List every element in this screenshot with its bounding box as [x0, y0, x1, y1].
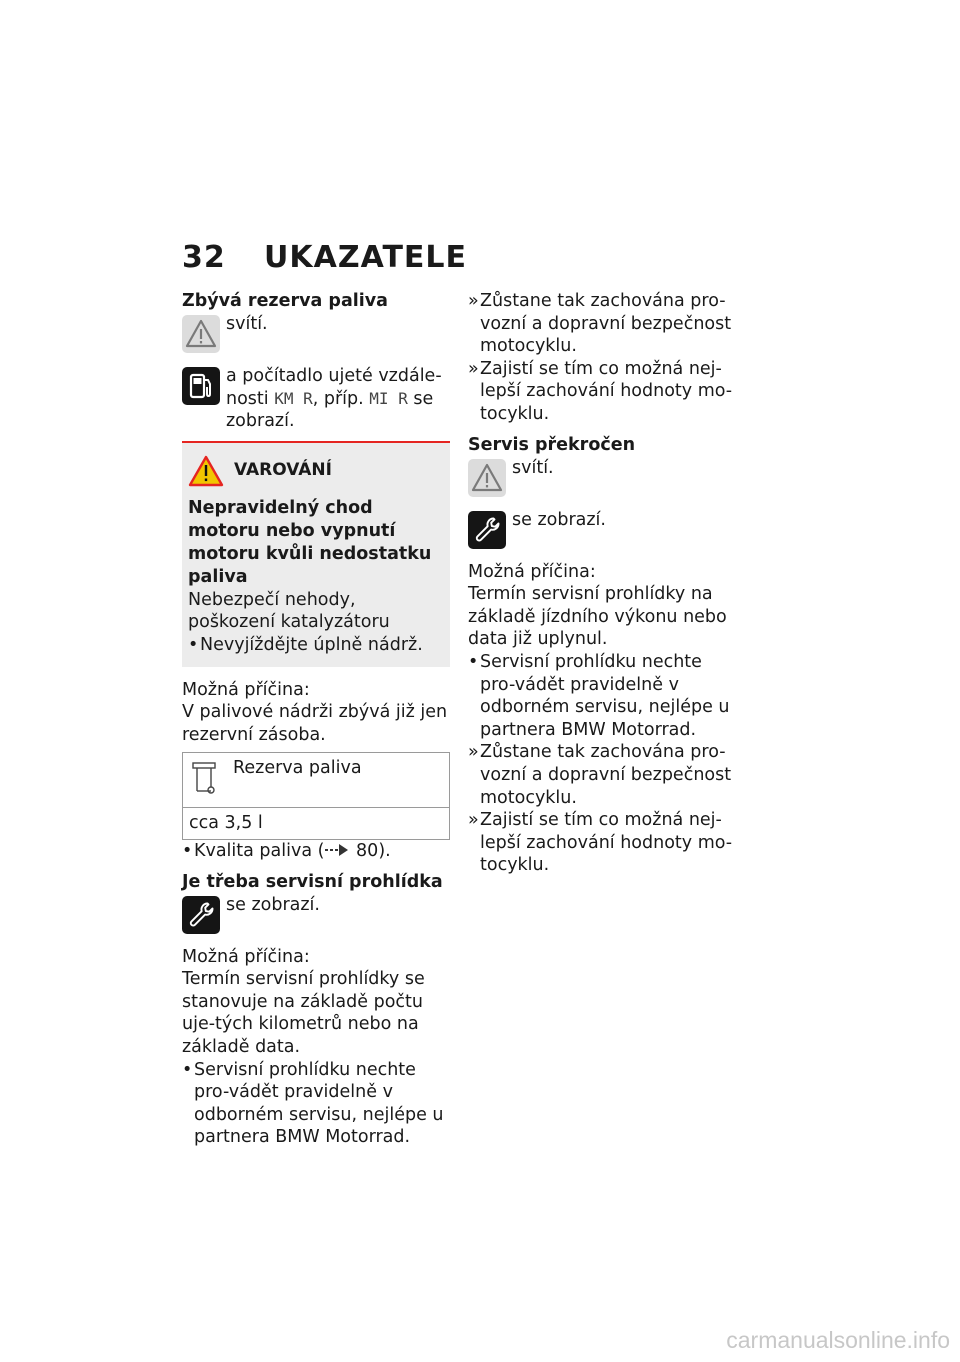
service-due-display-row — [182, 894, 450, 938]
chapter-title: UKAZATELE — [264, 240, 468, 275]
service-due-cause-text: Termín servisní prohlídky se stanovuje na základě počtu uje-tých kilometrů nebo na základě data. — [182, 969, 425, 1057]
service-overdue-display-row — [468, 509, 736, 553]
fuel-reserve-gauge-icon — [189, 757, 219, 797]
wrench-icon — [468, 511, 506, 549]
wrench-icon — [182, 896, 220, 934]
service-overdue-bullet: • Servisní prohlídku nechte pro-vádět pravidelně v odborném servisu, nejlépe u partnera BMW Motorrad. — [468, 651, 736, 741]
page-reference[interactable]: 80 — [356, 840, 379, 861]
fuel-pump-icon — [182, 367, 220, 405]
warning-triangle-icon — [468, 459, 506, 497]
result-item: » Zajistí se tím co možná nej-lepší zachování hodnoty mo-tocyklu. — [468, 358, 733, 424]
spec-header-label: Rezerva paliva — [233, 758, 362, 779]
page-header — [182, 240, 467, 275]
left-column — [182, 290, 450, 1149]
service-overdue-cause-label: Možná příčina: — [468, 561, 596, 582]
fuel-cause-label: Možná příčina: — [182, 679, 310, 700]
page-number: 32 — [182, 240, 226, 275]
fuel-reserve-lit-row — [182, 313, 450, 357]
warning-triangle-icon — [182, 315, 220, 353]
service-overdue-lit-text: svítí. — [512, 457, 554, 478]
spec-value: cca 3,5 l — [183, 808, 450, 840]
lcd-mi-r: MI R — [369, 388, 408, 408]
lcd-km-r: KM R — [274, 388, 313, 408]
result-item: » Zůstane tak zachována pro-vozní a dopravní bezpečnost motocyklu. — [468, 742, 732, 808]
result-item: » Zajistí se tím co možná nej-lepší zachování hodnoty mo-tocyklu. — [468, 810, 733, 876]
fuel-reserve-display-text: a počítadlo ujeté vzdále-nosti KM R, příp. MI R se zobrazí. — [226, 366, 442, 432]
fuel-reserve-lit-text: svítí. — [226, 314, 268, 334]
page-reference-arrow-icon — [324, 843, 350, 857]
service-due-bullet: • Servisní prohlídku nechte pro-vádět pravidelně v odborném servisu, nejlépe u partnera BMW Motorrad. — [182, 1059, 450, 1149]
spec-header — [189, 757, 443, 803]
result-item: » Zůstane tak zachována pro-vozní a dopravní bezpečnost motocyklu. — [468, 291, 732, 357]
warning-bullet: • Nevyjíždějte úplně nádrž. — [188, 634, 444, 657]
service-due-display-text: se zobrazí. — [226, 894, 320, 915]
warning-triangle-icon — [188, 455, 224, 487]
right-column — [468, 290, 736, 877]
fuel-reserve-spec-table — [182, 752, 450, 840]
warning-text: Nebezpečí nehody, poškození katalyzátoru — [188, 589, 390, 633]
warning-header — [188, 455, 444, 487]
fuel-quality-bullet: • Kvalita paliva ( 80). — [182, 840, 450, 863]
warning-label: VAROVÁNÍ — [234, 460, 332, 481]
warning-title: Nepravidelný chod motoru nebo vypnutí motoru kvůli nedostatku paliva — [188, 497, 432, 587]
fuel-reserve-display-row — [182, 365, 450, 433]
warning-box — [182, 441, 450, 667]
fuel-cause-text: V palivové nádrži zbývá již jen rezervní zásoba. — [182, 702, 448, 745]
fuel-reserve-title: Zbývá rezerva paliva — [182, 291, 388, 311]
service-due-title: Je třeba servisní prohlídka — [182, 871, 443, 892]
service-overdue-title: Servis překročen — [468, 434, 636, 455]
service-overdue-cause-text: Termín servisní prohlídky na základě jízdního výkonu nebo data již uplynul. — [468, 584, 727, 650]
service-due-cause-label: Možná příčina: — [182, 946, 310, 967]
service-overdue-display-text: se zobrazí. — [512, 509, 606, 530]
service-overdue-lit-row — [468, 457, 736, 501]
watermark: carmanualsonline.info — [726, 1327, 950, 1353]
